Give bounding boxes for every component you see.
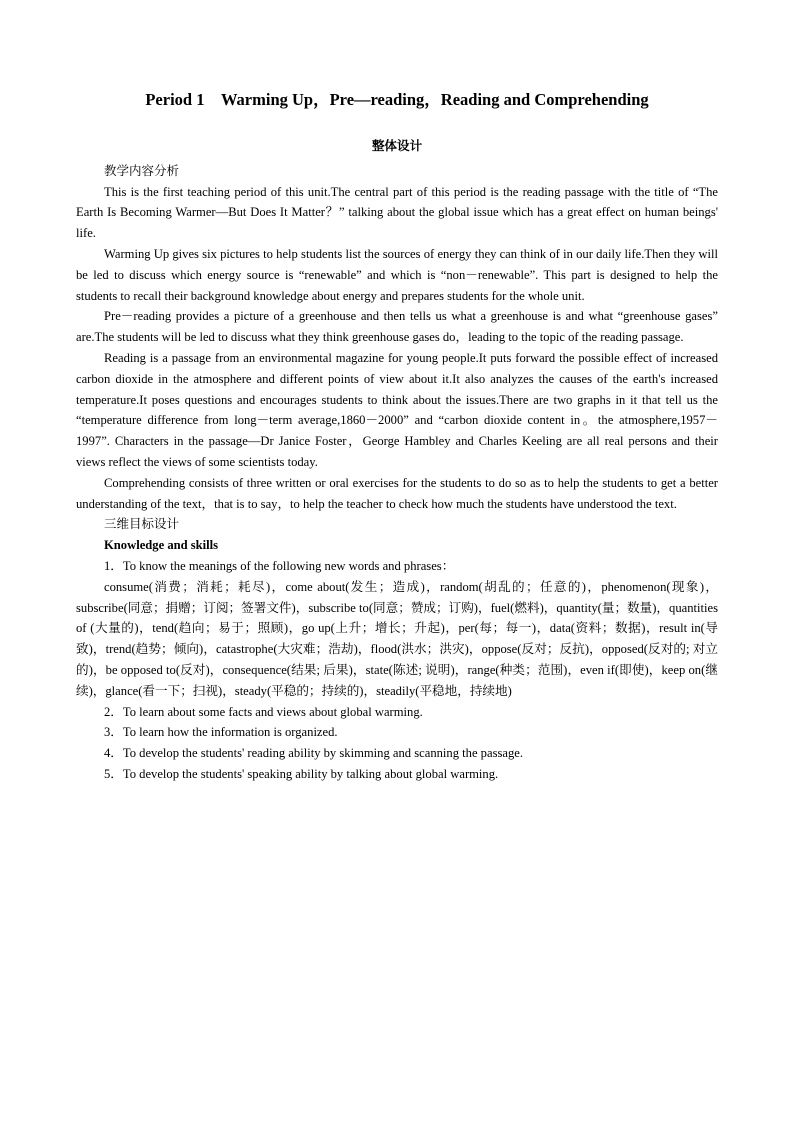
content-analysis-heading: 教学内容分析 (104, 162, 180, 178)
paragraph-warming-up: Warming Up gives six pictures to help students list the sources of energy they can think of in our daily life.Then they will be led to discuss which energy source is “renewable” and which is “non－renewable”. This part is designed to help the students to recall their background knowledge about energy and prepares students for the whole unit. (76, 246, 718, 303)
paragraph-intro: This is the first teaching period of this unit.The central part of this period is the reading passage with the title of “The Earth Is Becoming Warmer—But Does It Matter？” talking about the global issue which has a great effect on human beings' life. (76, 184, 718, 241)
list-item-5: 5．To develop the students' speaking ability by talking about global warming. (104, 766, 499, 781)
list-item-1: 1．To know the meanings of the following new words and phrases： (104, 558, 455, 573)
knowledge-skills-heading: Knowledge and skills (104, 538, 219, 553)
list-item-2: 2．To learn about some facts and views about global warming. (104, 704, 423, 719)
paragraph-comprehending: Comprehending consists of three written or oral exercises for the students to do so as to help the students to get a better understanding of the text，that is to say，to help the teacher to check how much the students have understood the text. (76, 475, 718, 511)
vocabulary-list: consume(消费；消耗；耗尽)，come about(发生；造成)，random(胡乱的；任意的)，phenomenon(现象)，subscribe(同意；捐赠；订阅；签署文件)，subscribe to(同意；赞成；订购)，fuel(燃料)，quantity(量；数量)，quantities of (大量的)，tend(趋向；易于；照顾)，go up(上升；增长；升起)，per(每；每一)，data(资料；数据)，result in(导致)，trend(趋势；倾向)，catastrophe(大灾难；浩劫)，flood(洪水；洪灾)，oppose(反对；反抗)，opposed(反对的; 对立的)，be opposed to(反对)，consequence(结果; 后果)，state(陈述; 说明)，range(种类；范围)，even if(即使)，keep on(继续)，glance(看一下；扫视)，steady(平稳的；持续的)，steadily(平稳地，持续地) (76, 579, 718, 698)
list-item-4: 4．To develop the students' reading ability by skimming and scanning the passage. (104, 746, 523, 761)
document-body (76, 136, 718, 785)
list-item-3: 3．To learn how the information is organized. (104, 725, 338, 740)
page-title: Period 1 Warming Up，Pre—reading，Reading and Comprehending (145, 90, 649, 109)
paragraph-reading: Reading is a passage from an environmental magazine for young people.It puts forward the possible effect of increased carbon dioxide in the atmosphere and different points of view about it.It also analyzes the causes of the earth's increased temperature.It poses questions and encourages students to think about the issues.There are two graphs in it that tell us the “temperature difference from long－term average,1860－2000” and “carbon dioxide content in。the atmosphere,1957－1997”. Characters in the passage—Dr Janice Foster，George Hambley and Charles Keeling are all real persons and their views reflect the views of some scientists today. (76, 350, 718, 469)
section-heading: 整体设计 (371, 139, 423, 153)
objectives-heading: 三维目标设计 (104, 516, 180, 532)
paragraph-pre-reading: Pre－reading provides a picture of a greenhouse and then tells us what a greenhouse is and what “greenhouse gases” are.The students will be led to discuss what they think greenhouse gases do，leading to the topic of the reading passage. (76, 309, 718, 345)
